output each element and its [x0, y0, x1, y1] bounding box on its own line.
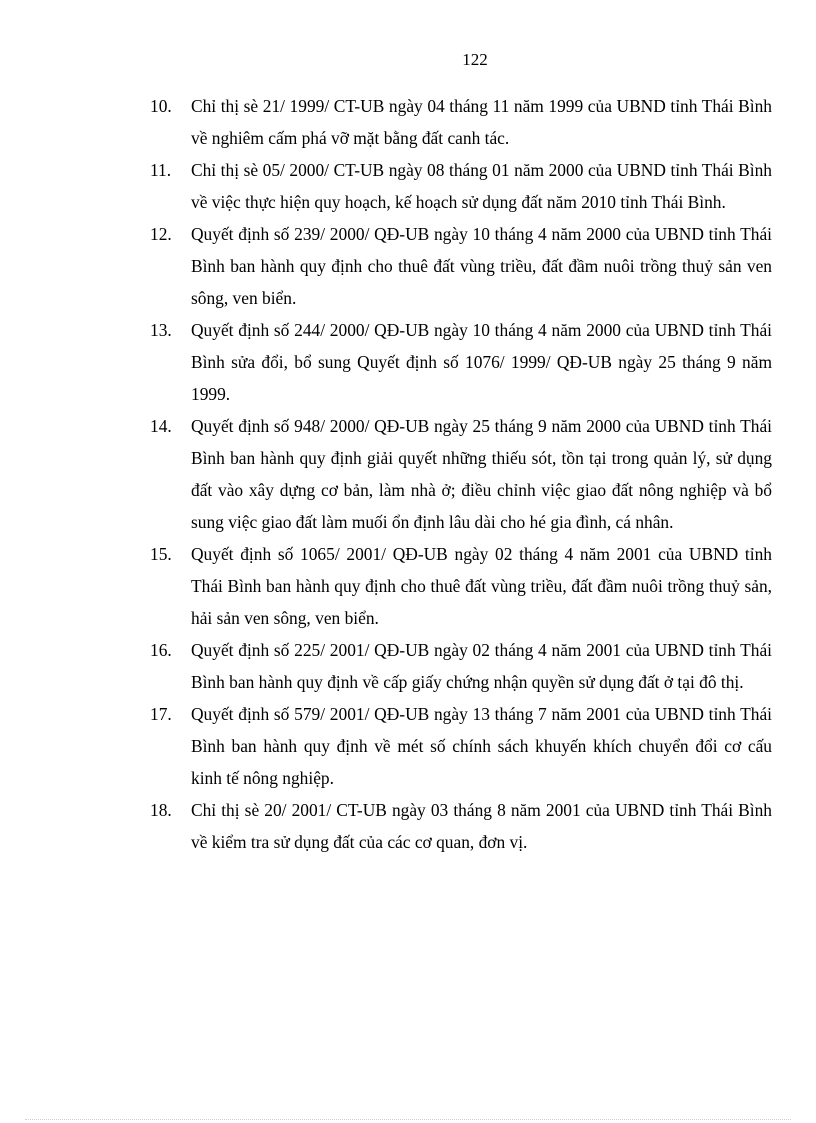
reference-number: 13.: [150, 320, 172, 340]
reference-item: [150, 314, 772, 410]
page-bottom-divider: [25, 1119, 791, 1120]
reference-number: 12.: [150, 224, 172, 244]
reference-item: [150, 154, 772, 218]
reference-item: [150, 538, 772, 634]
reference-number: 18.: [150, 800, 172, 820]
reference-item: [150, 90, 772, 154]
reference-item: [150, 410, 772, 538]
reference-text: Chỉ thị sè 05/ 2000/ CT-UB ngày 08 tháng 01 năm 2000 của UBND tỉnh Thái Bình về việc thực hiện quy hoạch, kế hoạch sử dụng đất năm 2010 tỉnh Thái Bình.: [191, 160, 772, 212]
reference-number: 16.: [150, 640, 172, 660]
reference-text: Quyết định số 244/ 2000/ QĐ-UB ngày 10 tháng 4 năm 2000 của UBND tỉnh Thái Bình sửa đổi, bổ sung Quyết định số 1076/ 1999/ QĐ-UB ngày 25 tháng 9 năm 1999.: [191, 320, 772, 404]
page-number: 122: [462, 50, 488, 69]
reference-number: 14.: [150, 416, 172, 436]
reference-item: [150, 218, 772, 314]
reference-text: Quyết định số 1065/ 2001/ QĐ-UB ngày 02 tháng 4 năm 2001 của UBND tỉnh Thái Bình ban hành quy định cho thuê đất vùng triều, đất đầm nuôi trồng thuỷ sản, hải sản ven sông, ven biển.: [191, 544, 772, 628]
reference-item: [150, 634, 772, 698]
reference-item: [150, 794, 772, 858]
reference-number: 15.: [150, 544, 172, 564]
reference-text: Quyết định số 239/ 2000/ QĐ-UB ngày 10 tháng 4 năm 2000 của UBND tỉnh Thái Bình ban hành quy định cho thuê đất vùng triều, đất đầm nuôi trồng thuỷ sản ven sông, ven biển.: [191, 224, 772, 308]
reference-text: Quyết định số 948/ 2000/ QĐ-UB ngày 25 tháng 9 năm 2000 của UBND tỉnh Thái Bình ban hành quy định giải quyết những thiếu sót, tồn tại trong quản lý, sử dụng đất vào xây dựng cơ bản, làm nhà ở; điều chỉnh việc giao đất nông nghiệp và bổ sung việc giao đất làm muối ổn định lâu dài cho hé gia đình, cá nhân.: [191, 416, 772, 532]
reference-text: Chỉ thị sè 21/ 1999/ CT-UB ngày 04 tháng 11 năm 1999 của UBND tỉnh Thái Bình về nghiêm cấm phá vỡ mặt bằng đất canh tác.: [191, 96, 772, 148]
reference-number: 17.: [150, 704, 172, 724]
reference-text: Quyết định số 579/ 2001/ QĐ-UB ngày 13 tháng 7 năm 2001 của UBND tỉnh Thái Bình ban hành quy định về mét số chính sách khuyến khích chuyển đổi cơ cấu kinh tế nông nghiệp.: [191, 704, 772, 788]
reference-text: Chỉ thị sè 20/ 2001/ CT-UB ngày 03 tháng 8 năm 2001 của UBND tỉnh Thái Bình về kiểm tra sử dụng đất của các cơ quan, đơn vị.: [191, 800, 772, 852]
reference-number: 11.: [150, 160, 172, 180]
reference-text: Quyết định số 225/ 2001/ QĐ-UB ngày 02 tháng 4 năm 2001 của UBND tỉnh Thái Bình ban hành quy định về cấp giấy chứng nhận quyền sử dụng đất ở tại đô thị.: [191, 640, 772, 692]
reference-list: [150, 90, 772, 858]
reference-number: 10.: [150, 96, 172, 116]
reference-item: [150, 698, 772, 794]
